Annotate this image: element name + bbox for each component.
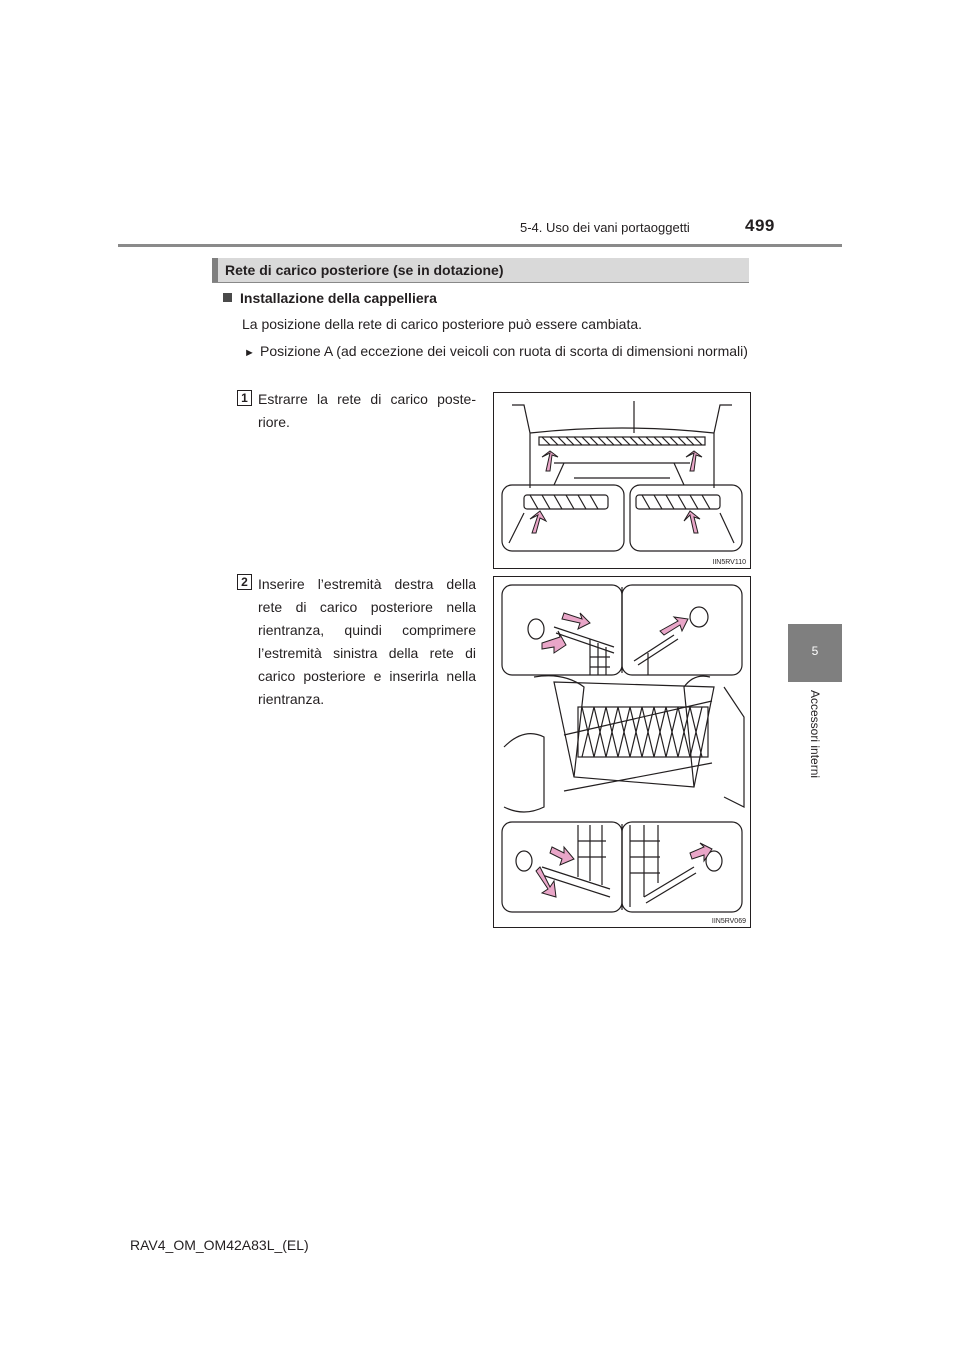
step-2-text: Inserire l’estremità destra della rete di carico posteriore nella rientranza, quindi comprimere l’estremità sinistra della rete di carico posteriore e inserirla nella rientranza. (258, 576, 476, 707)
chapter-label (800, 690, 830, 800)
position-bullet (244, 340, 752, 365)
figure-code: IIN5RV110 (712, 559, 746, 566)
document-code: RAV4_OM_OM42A83L_(EL) (130, 1237, 309, 1253)
step-1-text: Estrarre la rete di carico poste-riore. (258, 391, 476, 430)
cargo-net-installation-illustration (494, 577, 750, 927)
section-heading: Rete di carico posteriore (se in dotazione) (225, 262, 504, 278)
chapter-number: 5 (811, 644, 819, 658)
header-section-title: 5-4. Uso dei vani portaoggetti (520, 220, 690, 235)
step-number-1: 1 (237, 390, 252, 406)
section-heading-bar (212, 258, 749, 283)
section-heading-accent (212, 258, 218, 282)
position-bullet-text: Posizione A (ad eccezione dei veicoli con ruota di scorta di dimensioni normali) (260, 343, 748, 359)
header-divider (118, 244, 842, 247)
step-number-2: 2 (237, 574, 252, 590)
cargo-net-removal-illustration (494, 393, 750, 568)
intro-paragraph: La posizione della rete di carico posteriore può essere cambiata. (242, 316, 643, 332)
page-number: 499 (745, 216, 775, 235)
subsection-heading (223, 290, 437, 306)
chapter-label-text: Accessori interni (808, 690, 822, 779)
subsection-heading-text: Installazione della cappelliera (240, 290, 437, 306)
square-bullet-icon (223, 293, 232, 302)
figure-install-net (493, 576, 751, 928)
triangle-bullet-icon: ► (244, 347, 255, 359)
figure-remove-net (493, 392, 751, 569)
figure-code: IIN5RV069 (711, 918, 746, 925)
